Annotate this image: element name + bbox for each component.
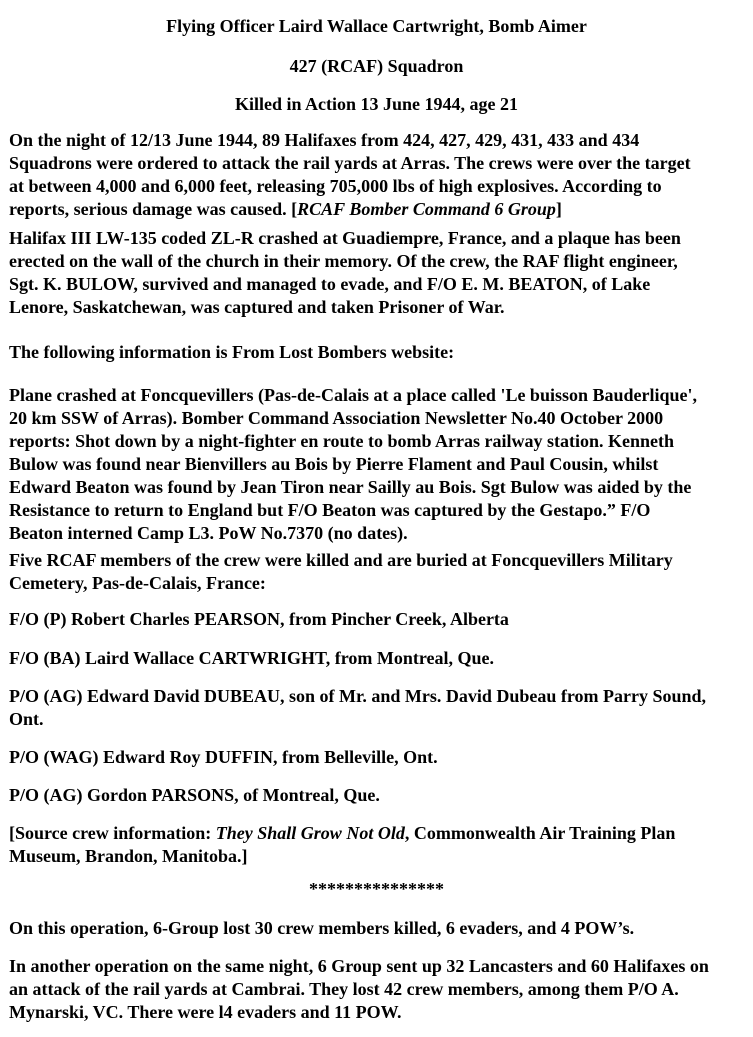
text-fragment: reports, serious damage was caused. [ bbox=[9, 199, 298, 219]
crew-member-duffin: P/O (WAG) Edward Roy DUFFIN, from Belleville, Ont. bbox=[9, 747, 438, 767]
text-line: Cemetery, Pas-de-Calais, France: bbox=[9, 573, 266, 593]
text-line: Edward Beaton was found by Jean Tiron near Sailly au Bois. Sgt Bulow was aided by the bbox=[9, 477, 692, 497]
text-line: Museum, Brandon, Manitoba.] bbox=[9, 846, 248, 866]
text-line: On the night of 12/13 June 1944, 89 Halifaxes from 424, 427, 429, 431, 433 and 434 bbox=[9, 130, 640, 150]
text-line: at between 4,000 and 6,000 feet, releasing 705,000 lbs of high explosives. According to bbox=[9, 176, 662, 196]
text-line bbox=[9, 821, 675, 845]
text-line: Squadrons were ordered to attack the rail yards at Arras. The crews were over the target bbox=[9, 153, 691, 173]
source-citation: RCAF Bomber Command 6 Group bbox=[297, 199, 556, 219]
text-line: Beaton interned Camp L3. PoW No.7370 (no dates). bbox=[9, 523, 408, 543]
text-line: In another operation on the same night, 6 Group sent up 32 Lancasters and 60 Halifaxes on bbox=[9, 956, 709, 976]
text-line: Lenore, Saskatchewan, was captured and taken Prisoner of War. bbox=[9, 297, 505, 317]
crew-member-cartwright: F/O (BA) Laird Wallace CARTWRIGHT, from Montreal, Que. bbox=[9, 648, 495, 668]
crew-member-pearson: F/O (P) Robert Charles PEARSON, from Pincher Creek, Alberta bbox=[9, 609, 509, 629]
title-squadron-line: 427 (RCAF) Squadron bbox=[289, 56, 464, 76]
crew-member-parsons: P/O (AG) Gordon PARSONS, of Montreal, Que. bbox=[9, 785, 380, 805]
text-fragment: , Commonwealth Air Training Plan bbox=[404, 823, 676, 843]
text-line: Five RCAF members of the crew were killed and are buried at Foncquevillers Military bbox=[9, 550, 673, 570]
text-line: erected on the wall of the church in their memory. Of the crew, the RAF flight engineer, bbox=[9, 251, 678, 271]
separator: *************** bbox=[309, 879, 444, 899]
summary-6-group: On this operation, 6-Group lost 30 crew members killed, 6 evaders, and 4 POW’s. bbox=[9, 918, 635, 938]
text-line: Bulow was found near Bienvillers au Bois by Pierre Flament and Paul Cousin, whilst bbox=[9, 454, 659, 474]
lost-bombers-intro: The following information is From Lost Bombers website: bbox=[9, 342, 455, 362]
title-killed-line: Killed in Action 13 June 1944, age 21 bbox=[234, 94, 519, 114]
text-fragment: ] bbox=[555, 199, 562, 219]
text-line: Plane crashed at Foncquevillers (Pas-de-Calais at a place called 'Le buisson Bauderlique', bbox=[9, 385, 697, 405]
text-line bbox=[9, 197, 562, 221]
text-line: Resistance to return to England but F/O Beaton was captured by the Gestapo.” F/O bbox=[9, 500, 651, 520]
title-name-line: Flying Officer Laird Wallace Cartwright, Bomb Aimer bbox=[166, 16, 587, 36]
crew-member-dubeau-cont: Ont. bbox=[9, 709, 44, 729]
book-title: They Shall Grow Not Old bbox=[215, 823, 405, 843]
text-line: reports: Shot down by a night-fighter en route to bomb Arras railway station. Kenneth bbox=[9, 431, 675, 451]
crew-member-dubeau: P/O (AG) Edward David DUBEAU, son of Mr. and Mrs. David Dubeau from Parry Sound, bbox=[9, 686, 707, 706]
text-line: Halifax III LW-135 coded ZL-R crashed at Guadiempre, France, and a plaque has been bbox=[9, 228, 681, 248]
text-line: an attack of the rail yards at Cambrai. They lost 42 crew members, among them P/O A. bbox=[9, 979, 679, 999]
text-line: 20 km SSW of Arras). Bomber Command Association Newsletter No.40 October 2000 bbox=[9, 408, 664, 428]
text-line: Mynarski, VC. There were l4 evaders and 11 POW. bbox=[9, 1002, 402, 1022]
text-fragment: [Source crew information: bbox=[9, 823, 216, 843]
text-line: Sgt. K. BULOW, survived and managed to evade, and F/O E. M. BEATON, of Lake bbox=[9, 274, 651, 294]
